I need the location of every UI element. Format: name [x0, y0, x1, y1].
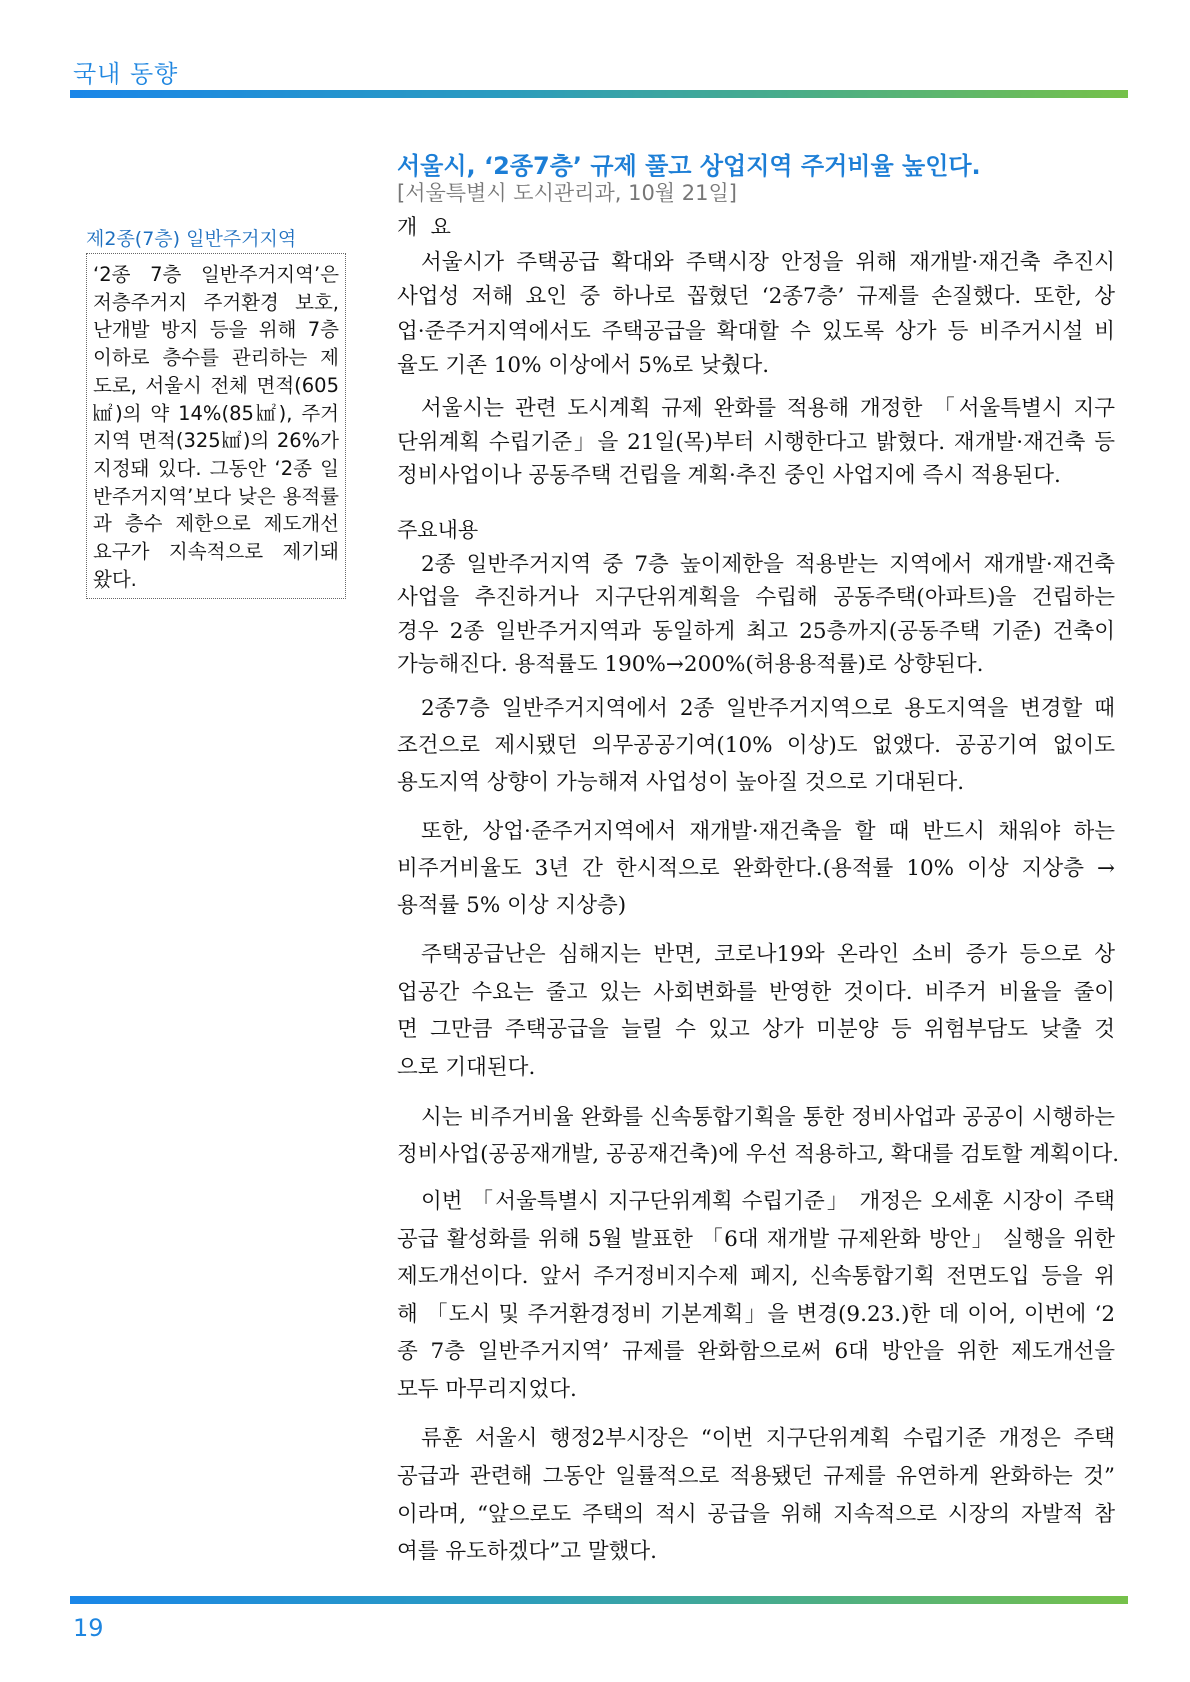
- section-label: 국내 동향: [73, 60, 179, 88]
- paragraph-line: 비주거비율도 3년 간 한시적으로 완화한다.(용적률 10% 이상 지상층 →: [397, 856, 1115, 881]
- paragraph-line: 으로 기대된다.: [397, 1054, 536, 1080]
- sidebar-note-line: 과 층수 제한으로 제도개선: [93, 512, 339, 536]
- overview-heading: 개 요: [397, 215, 451, 239]
- paragraph-line: 서울시가 주택공급 확대와 주택시장 안정을 위해 재개발·재건축 추진시: [421, 250, 1115, 275]
- paragraph-line: 경우 2종 일반주거지역과 동일하게 최고 25층까지(공동주택 기준) 건축이: [397, 618, 1115, 644]
- paragraph-line: 주택공급난은 심해지는 반면, 코로나19와 온라인 소비 증가 등으로 상: [421, 942, 1115, 967]
- page-number: 19: [73, 1614, 104, 1642]
- paragraph-line: 류훈 서울시 행정2부시장은 “이번 지구단위계획 수립기준 개정은 주택: [421, 1426, 1115, 1451]
- paragraph-line: 이번 「서울특별시 지구단위계획 수립기준」 개정은 오세훈 시장이 주택: [421, 1189, 1115, 1214]
- paragraph-line: 면 그만큼 주택공급을 늘릴 수 있고 상가 미분양 등 위험부담도 낮출 것: [397, 1017, 1115, 1043]
- main-content-heading: 주요내용: [397, 518, 479, 542]
- paragraph-line: 용적률 5% 이상 지상층): [397, 893, 627, 918]
- sidebar-note-line: 저층주거지 주거환경 보호,: [93, 290, 339, 314]
- paragraph-line: 시는 비주거비율 완화를 신속통합기획을 통한 정비사업과 공공이 시행하는: [421, 1105, 1115, 1130]
- sidebar-note-line: ‘2종 7층 일반주거지역’은: [93, 263, 339, 286]
- sidebar-note-line: 지역 면적(325㎢)의 26%가: [93, 429, 339, 453]
- sidebar-note-box: [86, 253, 346, 599]
- paragraph-line: 업공간 수요는 줄고 있는 사회변화를 반영한 것이다. 비주거 비율을 줄이: [397, 979, 1115, 1005]
- paragraph-line: 종 7층 일반주거지역’ 규제를 완화함으로써 6대 방안을 위한 제도개선을: [397, 1339, 1115, 1365]
- article-paragraph: [397, 690, 1115, 801]
- article-paragraph: [397, 936, 1115, 1086]
- paragraph-line: 또한, 상업·준주거지역에서 재개발·재건축을 할 때 반드시 채워야 하는: [421, 819, 1115, 844]
- paragraph-line: 해 「도시 및 주거환경정비 기본계획」을 변경(9.23.)한 데 이어, 이번에 ‘2: [397, 1301, 1115, 1327]
- paragraph-line: 조건으로 제시됐던 의무공공기여(10% 이상)도 없앴다. 공공기여 없이도: [397, 733, 1115, 758]
- sidebar-title: 제2종(7층) 일반주거지역: [86, 228, 297, 250]
- paragraph-line: 정비사업이나 공동주택 건립을 계획·추진 중인 사업지에 즉시 적용된다.: [397, 463, 1061, 489]
- sidebar-note-line: 지정돼 있다. 그동안 ‘2종 일: [93, 456, 339, 480]
- footer-gradient-bar: [70, 1596, 1128, 1604]
- article-paragraph: [397, 1099, 1120, 1173]
- sidebar-note-line: 난개발 방지 등을 위해 7층: [93, 318, 339, 342]
- paragraph-line: 업·준주거지역에서도 주택공급을 확대할 수 있도록 상가 등 비주거시설 비: [397, 318, 1115, 344]
- paragraph-line: 단위계획 수립기준」을 21일(목)부터 시행한다고 밝혔다. 재개발·재건축 등: [397, 429, 1115, 455]
- paragraph-line: 공급과 관련해 그동안 일률적으로 적용됐던 규제를 유연하게 완화하는 것”: [397, 1463, 1115, 1489]
- article-paragraph: [397, 1183, 1115, 1409]
- paragraph-line: 공급 활성화를 위해 5월 발표한 「6대 재개발 규제완화 방안」 실행을 위한: [397, 1226, 1115, 1252]
- sidebar-note-line: 왔다.: [93, 567, 137, 591]
- paragraph-line: 서울시는 관련 도시계획 규제 완화를 적용해 개정한 「서울특별시 지구: [421, 396, 1115, 421]
- paragraph-line: 용도지역 상향이 가능해져 사업성이 높아질 것으로 기대된다.: [397, 770, 965, 795]
- paragraph-line: 가능해진다. 용적률도 190%→200%(허용용적률)로 상향된다.: [397, 651, 984, 677]
- sidebar-note-line: 이하로 층수를 관리하는 제: [93, 346, 339, 370]
- paragraph-line: 사업성 저해 요인 중 하나로 꼽혔던 ‘2종7층’ 규제를 손질했다. 또한, 상: [397, 284, 1115, 310]
- paragraph-line: 2종 일반주거지역 중 7층 높이제한을 적용받는 지역에서 재개발·재건축: [421, 552, 1115, 577]
- article-title: 서울시, ‘2종7층’ 규제 풀고 상업지역 주거비율 높인다.: [397, 152, 981, 180]
- article-paragraph: [397, 392, 1115, 493]
- paragraph-line: 이라며, “앞으로도 주택의 적시 공급을 위해 지속적으로 시장의 자발적 참: [397, 1501, 1115, 1527]
- header-gradient-bar: [70, 90, 1128, 98]
- article-paragraph: [397, 246, 1115, 383]
- article-paragraph: [397, 813, 1115, 924]
- article-paragraph: [397, 1420, 1115, 1571]
- article-paragraph: [397, 548, 1115, 681]
- paragraph-line: 사업을 추진하거나 지구단위계획을 수립해 공동주택(아파트)을 건립하는: [397, 585, 1115, 611]
- paragraph-line: 2종7층 일반주거지역에서 2종 일반주거지역으로 용도지역을 변경할 때: [421, 696, 1115, 721]
- sidebar-note-line: 요구가 지속적으로 제기돼: [93, 540, 339, 564]
- paragraph-line: 제도개선이다. 앞서 주거정비지수제 폐지, 신속통합기획 전면도입 등을 위: [397, 1264, 1115, 1290]
- sidebar-note-line: ㎢)의 약 14%(85㎢), 주거: [93, 401, 339, 425]
- sidebar-note-line: 반주거지역’보다 낮은 용적률: [93, 484, 339, 508]
- paragraph-line: 여를 유도하겠다”고 말했다.: [397, 1539, 657, 1565]
- sidebar-note-line: 도로, 서울시 전체 면적(605: [93, 373, 339, 397]
- paragraph-line: 율도 기존 10% 이상에서 5%로 낮췄다.: [397, 352, 770, 378]
- article-source: [서울특별시 도시관리과, 10월 21일]: [397, 181, 737, 205]
- paragraph-line: 정비사업(공공재개발, 공공재건축)에 우선 적용하고, 확대를 검토할 계획이다.: [397, 1142, 1120, 1167]
- paragraph-line: 모두 마무리지었다.: [397, 1376, 577, 1402]
